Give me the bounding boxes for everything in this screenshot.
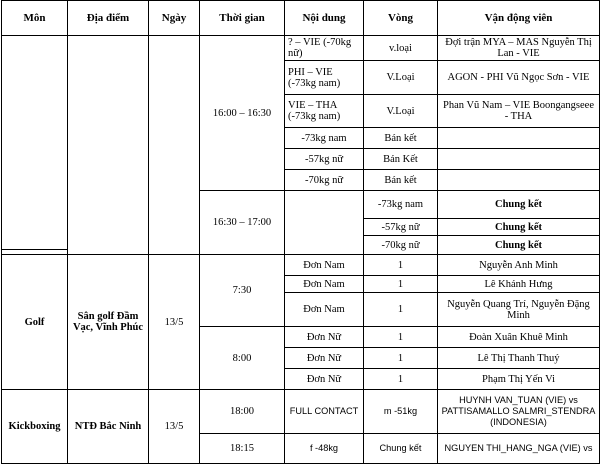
content-cell: Đơn Nữ: [285, 369, 364, 390]
content-cell: f -48kg: [285, 434, 364, 464]
round-cell: 1: [364, 348, 438, 369]
content-cell: Đơn Nữ: [285, 348, 364, 369]
athletes-cell: Phan Vũ Nam – VIE Boongangseee - THA: [438, 95, 600, 128]
athletes-cell: Lê Khánh Hưng: [438, 276, 600, 293]
col-header-dia-diem: Địa điểm: [68, 1, 149, 36]
athletes-cell: Lê Thị Thanh Thuý: [438, 348, 600, 369]
round-cell: 1: [364, 276, 438, 293]
col-header-vong: Vòng: [364, 1, 438, 36]
kickboxing-venue-cell: NTĐ Bắc Ninh: [68, 390, 149, 464]
content-cell: ? – VIE (-70kg nữ): [285, 36, 364, 61]
wrestling-sport-cell: [2, 36, 68, 250]
round-cell: -73kg nam: [364, 191, 438, 219]
col-header-van-dong-vien: Vận động viên: [438, 1, 600, 36]
golf-date-cell: 13/5: [149, 255, 200, 390]
wrestling-date-cell: [149, 36, 200, 255]
table-row: [2, 255, 600, 276]
col-header-noi-dung: Nội dung: [285, 1, 364, 36]
wrestling-venue-cell: [68, 36, 149, 255]
content-cell: PHI – VIE (-73kg nam): [285, 61, 364, 95]
time-cell: 18:00: [200, 390, 285, 434]
golf-time-cell: 7:30: [200, 255, 285, 327]
athletes-cell: Phạm Thị Yến Vi: [438, 369, 600, 390]
athletes-cell: Chung kết: [438, 219, 600, 236]
round-cell: 1: [364, 369, 438, 390]
col-header-mon: Môn: [2, 1, 68, 36]
golf-time-cell-b: 8:00: [200, 327, 285, 390]
athletes-cell: [438, 149, 600, 170]
table-row: [2, 36, 600, 61]
round-cell: 1: [364, 293, 438, 327]
athletes-cell: [438, 128, 600, 149]
round-cell: -70kg nữ: [364, 236, 438, 255]
content-cell: FULL CONTACT: [285, 390, 364, 434]
content-cell: Đơn Nữ: [285, 327, 364, 348]
content-cell-empty: [285, 191, 364, 255]
athletes-cell: Nguyễn Anh Minh: [438, 255, 600, 276]
time-cell: 18:15: [200, 434, 285, 464]
col-header-ngay: Ngày: [149, 1, 200, 36]
athletes-cell: HUYNH VAN_TUAN (VIE) vs PATTISAMALLO SALMRI_STENDRA (INDONESIA): [438, 390, 600, 434]
content-cell: VIE – THA (-73kg nam): [285, 95, 364, 128]
content-cell: Đơn Nam: [285, 276, 364, 293]
round-cell: V.Loại: [364, 95, 438, 128]
round-cell: m -51kg: [364, 390, 438, 434]
round-cell: -57kg nữ: [364, 219, 438, 236]
table-row: [2, 390, 600, 434]
content-cell: -57kg nữ: [285, 149, 364, 170]
wrestling-time-cell-b: 16:30 – 17:00: [200, 191, 285, 255]
athletes-cell: [438, 170, 600, 191]
round-cell: 1: [364, 327, 438, 348]
round-cell: v.loại: [364, 36, 438, 61]
kickboxing-sport-cell: Kickboxing: [2, 390, 68, 464]
round-cell: Bán kết: [364, 128, 438, 149]
content-cell: Đơn Nam: [285, 255, 364, 276]
content-cell: -73kg nam: [285, 128, 364, 149]
content-cell: -70kg nữ: [285, 170, 364, 191]
golf-sport-cell: Golf: [2, 255, 68, 390]
athletes-cell: Nguyễn Quang Trí, Nguyễn Đặng Minh: [438, 293, 600, 327]
round-cell: Bán Kết: [364, 149, 438, 170]
content-cell: Đơn Nam: [285, 293, 364, 327]
round-cell: V.Loại: [364, 61, 438, 95]
round-cell: Bán kết: [364, 170, 438, 191]
wrestling-time-cell: 16:00 – 16:30: [200, 36, 285, 191]
round-cell: 1: [364, 255, 438, 276]
schedule-table: [1, 0, 600, 464]
col-header-thoi-gian: Thời gian: [200, 1, 285, 36]
athletes-cell: Chung kết: [438, 191, 600, 219]
athletes-cell: AGON - PHI Vũ Ngọc Sơn - VIE: [438, 61, 600, 95]
athletes-cell: Chung kết: [438, 236, 600, 255]
round-cell: Chung kết: [364, 434, 438, 464]
kickboxing-date-cell: 13/5: [149, 390, 200, 464]
athletes-cell: Đoàn Xuân Khuê Minh: [438, 327, 600, 348]
athletes-cell: NGUYEN THI_HANG_NGA (VIE) vs: [438, 434, 600, 464]
header-row: [2, 1, 600, 36]
golf-venue-cell: Sân golf Đầm Vạc, Vĩnh Phúc: [68, 255, 149, 390]
athletes-cell: Đợi trận MYA – MAS Nguyễn Thị Lan - VIE: [438, 36, 600, 61]
